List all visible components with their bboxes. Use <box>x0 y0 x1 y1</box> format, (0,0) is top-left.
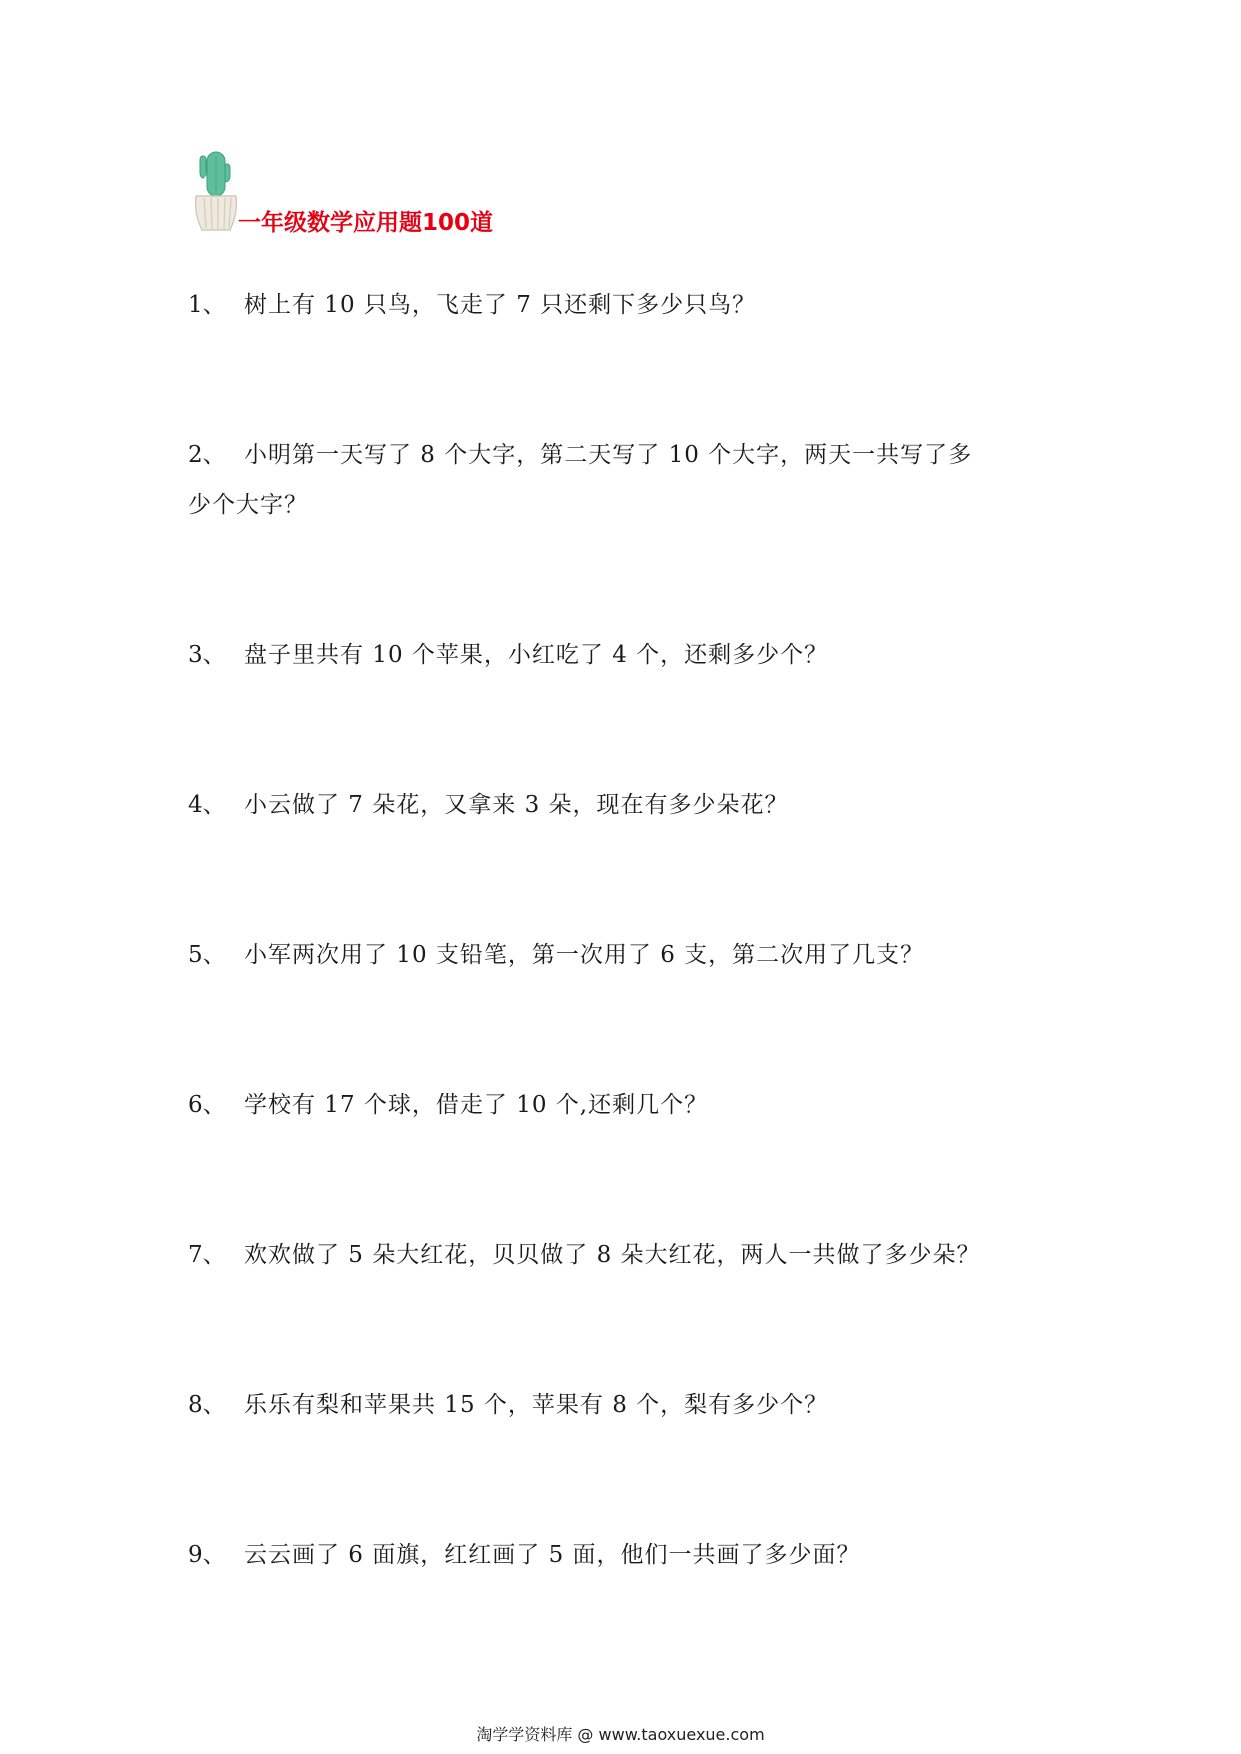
cactus-pot-icon <box>190 148 242 234</box>
question-text: 小明第一天写了 8 个大字，第二天写了 10 个大字，两天一共写了多 <box>244 442 973 468</box>
question-item <box>188 280 1068 330</box>
question-text: 树上有 10 只鸟，飞走了 7 只还剩下多少只鸟？ <box>244 292 757 318</box>
question-number: 4、 <box>188 792 226 818</box>
question-text: 学校有 17 个球，借走了 10 个,还剩几个？ <box>244 1092 709 1118</box>
question-number: 1、 <box>188 292 226 318</box>
question-text: 小军两次用了 10 支铅笔，第一次用了 6 支，第二次用了几支？ <box>244 942 925 968</box>
question-number: 8、 <box>188 1392 226 1418</box>
document-title: 一年级数学应用题100道 <box>238 210 494 236</box>
question-item <box>188 430 1068 530</box>
question-text: 小云做了 7 朵花，又拿来 3 朵，现在有多少朵花？ <box>244 792 789 818</box>
question-text-continued: 少个大字？ <box>188 492 308 518</box>
page-footer: 淘学学资料库 @ www.taoxuexue.com <box>476 1725 765 1744</box>
question-text: 欢欢做了 5 朵大红花，贝贝做了 8 朵大红花，两人一共做了多少朵？ <box>244 1242 981 1268</box>
question-number: 7、 <box>188 1242 226 1268</box>
question-item <box>188 1230 1068 1280</box>
question-item <box>188 1530 1068 1580</box>
question-text: 乐乐有梨和苹果共 15 个，苹果有 8 个，梨有多少个？ <box>244 1392 829 1418</box>
question-item <box>188 1080 1068 1130</box>
question-item <box>188 930 1068 980</box>
question-number: 3、 <box>188 642 226 668</box>
question-number: 2、 <box>188 442 226 468</box>
question-item <box>188 780 1068 830</box>
question-item <box>188 630 1068 680</box>
question-text: 云云画了 6 面旗，红红画了 5 面，他们一共画了多少面？ <box>244 1542 861 1568</box>
question-number: 9、 <box>188 1542 226 1568</box>
question-number: 6、 <box>188 1092 226 1118</box>
question-text: 盘子里共有 10 个苹果，小红吃了 4 个，还剩多少个？ <box>244 642 829 668</box>
document-header <box>190 148 610 240</box>
question-item <box>188 1380 1068 1430</box>
question-number: 5、 <box>188 942 226 968</box>
